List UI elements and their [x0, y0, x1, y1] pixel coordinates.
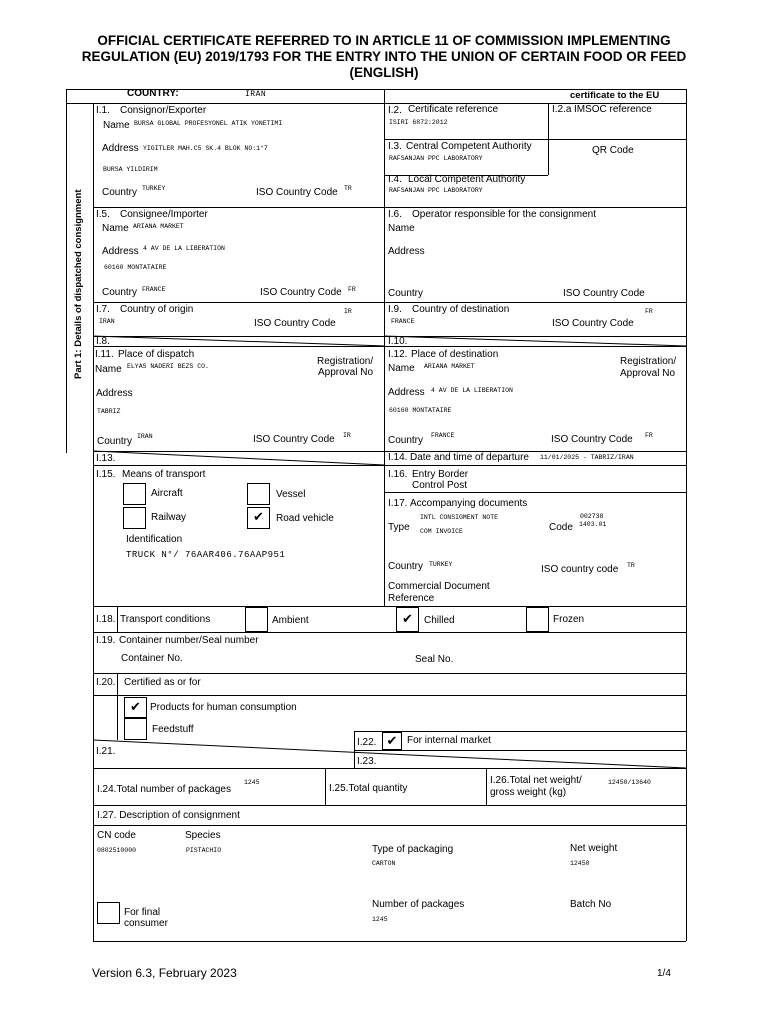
footer-version: Version 6.3, February 2023 — [92, 966, 237, 980]
ambient-label: Ambient — [272, 615, 309, 626]
i17-country-value: TURKEY — [429, 561, 453, 568]
i3-label: Central Competent Authority — [406, 141, 532, 152]
human-consumption-label: Products for human consumption — [150, 702, 297, 713]
i6-name-label: Name — [388, 223, 415, 234]
i6-country-label: Country — [388, 288, 424, 299]
i4-value: RAFSANJAN PPC LABORATORY — [389, 187, 483, 194]
i12-iso-label: ISO Country Code — [551, 434, 633, 445]
i12-address-label: Address — [388, 387, 425, 398]
i7-label: Country of origin — [120, 304, 194, 315]
packaging-type-label: Type of packaging — [372, 844, 454, 855]
i5-num: I.5. — [96, 209, 110, 220]
packaging-type-value: CARTON — [372, 860, 396, 867]
i10-num: I.10. — [388, 336, 408, 347]
i23-num: I.23. — [357, 756, 377, 767]
i17-type-label: Type — [388, 522, 410, 533]
i22-label: For internal market — [407, 735, 491, 746]
i13-num: I.13. — [96, 453, 116, 464]
i21-num: I.21. — [96, 746, 116, 757]
railway-label: Railway — [151, 512, 187, 523]
i12-country-label: Country — [388, 435, 424, 446]
number-of-packages-value: 1245 — [372, 916, 388, 923]
aircraft-label: Aircraft — [151, 488, 183, 499]
final-consumer-label2: consumer — [124, 918, 168, 929]
i11-address-value: TABRIZ — [97, 408, 121, 415]
i1-country-value: TURKEY — [142, 185, 166, 192]
i1-name-label: Name — [103, 120, 130, 131]
i5-name-label: Name — [102, 223, 129, 234]
i17-iso-label: ISO country code — [541, 564, 619, 575]
i1-label: Consignor/Exporter — [120, 105, 207, 116]
i6-iso-label: ISO Country Code — [563, 288, 645, 299]
identification-value: TRUCK N°/ 76AAR406.76AAP951 — [126, 550, 286, 560]
final-consumer-label1: For final — [124, 907, 161, 918]
net-weight-value: 12450 — [570, 860, 590, 867]
footer-page-number: 1/4 — [657, 968, 671, 979]
i12-num: I.12. — [388, 349, 408, 360]
i11-reg-label1: Registration/ — [317, 356, 374, 367]
i3-value: RAFSANJAN PPC LABORATORY — [389, 155, 483, 162]
net-weight-label: Net weight — [570, 843, 618, 854]
i5-iso-value: FR — [348, 286, 356, 293]
i12-address-line1: 4 AV DE LA LIBERATION — [431, 387, 513, 394]
i1-iso-value: TR — [344, 185, 352, 192]
aircraft-checkbox[interactable] — [123, 483, 146, 505]
i5-address-line1: 4 AV DE LA LIBERATION — [143, 245, 225, 252]
i18-num: I.18. — [96, 614, 116, 625]
road-vehicle-checkbox[interactable]: ✔ — [247, 507, 270, 529]
i5-name-value: ARIANA MARKET — [133, 223, 184, 230]
i11-name-label: Name — [95, 364, 122, 375]
i17-num: I.17. — [388, 498, 408, 509]
i20-num: I.20. — [96, 677, 116, 688]
i17-commercial-label1: Commercial Document — [388, 581, 490, 592]
frozen-label: Frozen — [553, 614, 585, 625]
i3-num: I.3. — [388, 141, 402, 152]
i11-country-value: IRAN — [137, 433, 153, 440]
i2-label: Certificate reference — [408, 104, 499, 115]
i11-label: Place of dispatch — [118, 349, 195, 360]
i5-address-label: Address — [102, 246, 139, 257]
chilled-label: Chilled — [424, 615, 455, 626]
i4-num: I.4. — [388, 174, 402, 185]
i24-label: I.24.Total number of packages — [97, 784, 231, 795]
i15-num: I.15. — [96, 469, 116, 480]
final-consumer-checkbox[interactable] — [97, 902, 120, 924]
i5-iso-label: ISO Country Code — [260, 287, 342, 298]
i17-commercial-label2: Reference — [388, 593, 435, 604]
qr-code-label: QR Code — [592, 145, 634, 156]
i6-label: Operator responsible for the consignment — [412, 209, 596, 220]
i26-value: 12450/13640 — [608, 779, 651, 786]
i17-label: Accompanying documents — [410, 498, 528, 509]
i14-label: Date and time of departure — [410, 452, 529, 463]
i6-address-label: Address — [388, 246, 425, 257]
feedstuff-label: Feedstuff — [152, 724, 194, 735]
i5-address-line2: 60160 MONTATAIRE — [104, 264, 167, 271]
i11-reg-label2: Approval No — [318, 367, 374, 378]
chilled-checkbox[interactable]: ✔ — [396, 607, 419, 632]
i1-address-line1: YIGITLER MAH.C5 SK.4 BLOK NO:1°7 — [143, 145, 268, 152]
i15-label: Means of transport — [122, 469, 206, 480]
i9-iso-label: ISO Country Code — [552, 318, 634, 329]
internal-market-checkbox[interactable]: ✔ — [382, 732, 402, 750]
i11-iso-value: IR — [343, 432, 351, 439]
i25-label: I.25.Total quantity — [329, 783, 408, 794]
human-consumption-checkbox[interactable]: ✔ — [124, 697, 147, 718]
country-value: IRAN — [245, 90, 267, 99]
i12-name-value: ARIANA MARKET — [424, 363, 475, 370]
i12-reg-label1: Registration/ — [620, 356, 677, 367]
i12-address-line2: 60160 MONTATAIRE — [389, 407, 452, 414]
ambient-checkbox[interactable] — [245, 607, 268, 632]
i1-address-label: Address — [102, 143, 139, 154]
i17-type-value1: INTL CONSIGMENT NOTE — [420, 514, 499, 521]
i17-code-label: Code — [549, 522, 573, 533]
i26-label2: gross weight (kg) — [490, 787, 567, 798]
i8-num: I.8. — [96, 336, 110, 347]
i1-country-label: Country — [102, 187, 138, 198]
i27-label: I.27. Description of consignment — [97, 810, 240, 821]
vessel-label: Vessel — [276, 489, 306, 500]
i24-value: 1245 — [244, 779, 260, 786]
batch-no-label: Batch No — [570, 899, 612, 910]
i17-code-value1: 002738 — [580, 513, 604, 520]
i19-num: I.19. — [96, 635, 116, 646]
i5-label: Consignee/Importer — [120, 209, 208, 220]
seal-no-label: Seal No. — [415, 654, 454, 665]
i12-label: Place of destination — [411, 349, 499, 360]
i20-label: Certified as or for — [124, 677, 201, 688]
i11-address-label: Address — [96, 388, 133, 399]
i2a-label: IMSOC reference — [574, 104, 652, 115]
i9-value: FRANCE — [391, 318, 415, 325]
frozen-checkbox[interactable] — [526, 607, 549, 632]
road-vehicle-label: Road vehicle — [276, 513, 334, 524]
i7-value: IRAN — [99, 318, 115, 325]
i17-iso-value: TR — [627, 562, 635, 569]
i26-label1: I.26.Total net weight/ — [490, 775, 582, 786]
i7-iso-value: IR — [344, 308, 352, 315]
i1-name-value: BURSA GLOBAL PROFESYONEL ATIK YONETIMI — [134, 120, 283, 127]
i11-iso-label: ISO Country Code — [253, 434, 335, 445]
i12-iso-value: FR — [645, 432, 653, 439]
railway-checkbox[interactable] — [123, 507, 146, 529]
title-line-1: OFFICIAL CERTIFICATE REFERRED TO IN ARTICLE 11 OF COMMISSION IMPLEMENTING — [97, 33, 671, 48]
i5-country-value: FRANCE — [142, 286, 166, 293]
i5-country-label: Country — [102, 287, 138, 298]
i16-label1: Entry Border — [412, 469, 469, 480]
i7-iso-label: ISO Country Code — [254, 318, 336, 329]
i9-iso-value: FR — [645, 308, 653, 315]
i16-label2: Control Post — [412, 480, 468, 491]
i4-label: Local Competent Authority — [408, 174, 526, 185]
title-line-2: REGULATION (EU) 2019/1793 FOR THE ENTRY INTO THE UNION OF CERTAIN FOOD OR FEED — [81, 49, 687, 64]
i12-country-value: FRANCE — [431, 432, 455, 439]
i17-code-value2: 1403.01 — [579, 521, 607, 528]
i14-num: I.14. — [388, 452, 408, 463]
i2-value: ISIRI 6872:2012 — [389, 119, 448, 126]
i22-num: I.22. — [357, 737, 377, 748]
cn-code-label: CN code — [97, 830, 136, 841]
i16-num: I.16. — [388, 469, 408, 480]
cn-code-value: 0802510000 — [97, 847, 137, 854]
i17-country-label: Country — [388, 561, 424, 572]
i17-type-value2: COM INVOICE — [420, 528, 463, 535]
i1-address-line2: BURSA YILDIRIM — [103, 166, 158, 173]
i1-num: I.1. — [96, 105, 110, 116]
i11-country-label: Country — [97, 436, 133, 447]
i2-num: I.2. — [388, 105, 402, 116]
i9-label: Country of destination — [412, 304, 510, 315]
i6-num: I.6. — [388, 209, 402, 220]
i7-num: I.7. — [96, 304, 110, 315]
species-label: Species — [185, 830, 221, 841]
i12-name-label: Name — [388, 363, 415, 374]
feedstuff-checkbox[interactable] — [124, 718, 147, 740]
title-line-3: (ENGLISH) — [349, 65, 419, 80]
i2a-num: I.2.a — [552, 104, 572, 115]
i18-label: Transport conditions — [120, 614, 211, 625]
species-value: PISTACHIO — [186, 847, 222, 854]
i11-num: I.11. — [95, 349, 114, 360]
i19-label: Container number/Seal number — [119, 635, 259, 646]
country-label: COUNTRY: — [127, 88, 179, 99]
i1-iso-label: ISO Country Code — [256, 187, 338, 198]
i12-reg-label2: Approval No — [620, 368, 676, 379]
vessel-checkbox[interactable] — [247, 483, 270, 505]
container-no-label: Container No. — [121, 653, 183, 664]
i14-value: 11/01/2025 - TABRIZ/IRAN — [540, 454, 634, 461]
identification-label: Identification — [126, 534, 183, 545]
i11-name-value: ELYAS NADERI BEZS CO. — [127, 363, 209, 370]
number-of-packages-label: Number of packages — [372, 899, 465, 910]
certificate-to-eu-label: certificate to the EU — [570, 90, 660, 101]
i9-num: I.9. — [388, 304, 402, 315]
